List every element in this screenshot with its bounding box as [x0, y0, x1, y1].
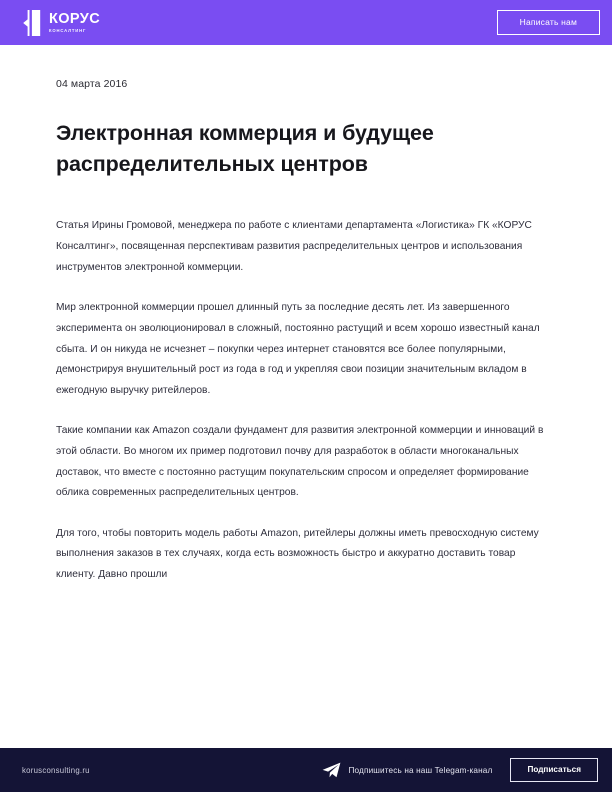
article-paragraph: Статья Ирины Громовой, менеджера по работе с клиентами департамента «Логистика» ГК «КОРУС Консалтинг», посвященная перспективам развития распределительных центров и использования инструментов электронной коммерции. — [56, 220, 532, 273]
brand-text — [49, 12, 100, 33]
page-title: Электронная коммерция и будущее распределительных центров — [56, 121, 434, 176]
telegram-subscribe-group — [322, 762, 493, 778]
article-body — [56, 216, 556, 585]
korus-k-mark-icon — [20, 10, 42, 36]
article-paragraph: Мир электронной коммерции прошел длинный путь за последние десять лет. Из завершенного эксперимента он эволюционировал в сложный, постоянно растущий и всем хорошо известный канал сбыта. И он никуда не исчезнет – покупки через интернет становятся все более популярными, демонстрируя внушительный рост из года в год и укрепляя свои позиции значительным вкладом в ежегодную выручку ритейлеров. — [56, 302, 540, 396]
site-footer — [0, 748, 612, 792]
subscribe-button[interactable]: Подписаться — [510, 758, 598, 782]
footer-website-url[interactable]: korusconsulting.ru — [22, 765, 90, 775]
brand-name: КОРУС — [49, 10, 101, 27]
telegram-paper-plane-icon — [322, 762, 341, 778]
brand-logo[interactable] — [20, 10, 100, 36]
article-paragraph: Для того, чтобы повторить модель работы Amazon, ритейлеры должны иметь превосходную систему выполнения заказов в тех случаях, когда есть возможность быстро и аккуратно доставить товар клиенту. Давно прошли — [56, 527, 539, 580]
article-date: 04 марта 2016 — [56, 78, 128, 90]
telegram-subscribe-text: Подпишитесь на наш Telegam-канал — [348, 765, 493, 775]
brand-subtitle: КОНСАЛТИНГ — [49, 27, 87, 33]
article-container — [0, 45, 612, 586]
contact-us-button[interactable]: Написать нам — [497, 10, 600, 35]
article-paragraph: Такие компании как Amazon создали фундамент для развития электронной коммерции и инноваций в этой области. Во многом их пример подготовил почву для разработок в области многоканальных доставок, что вместе с постоянно растущим покупательским спросом и определяет формирование облика современных распределительных центров. — [56, 425, 544, 499]
site-header — [0, 0, 612, 45]
